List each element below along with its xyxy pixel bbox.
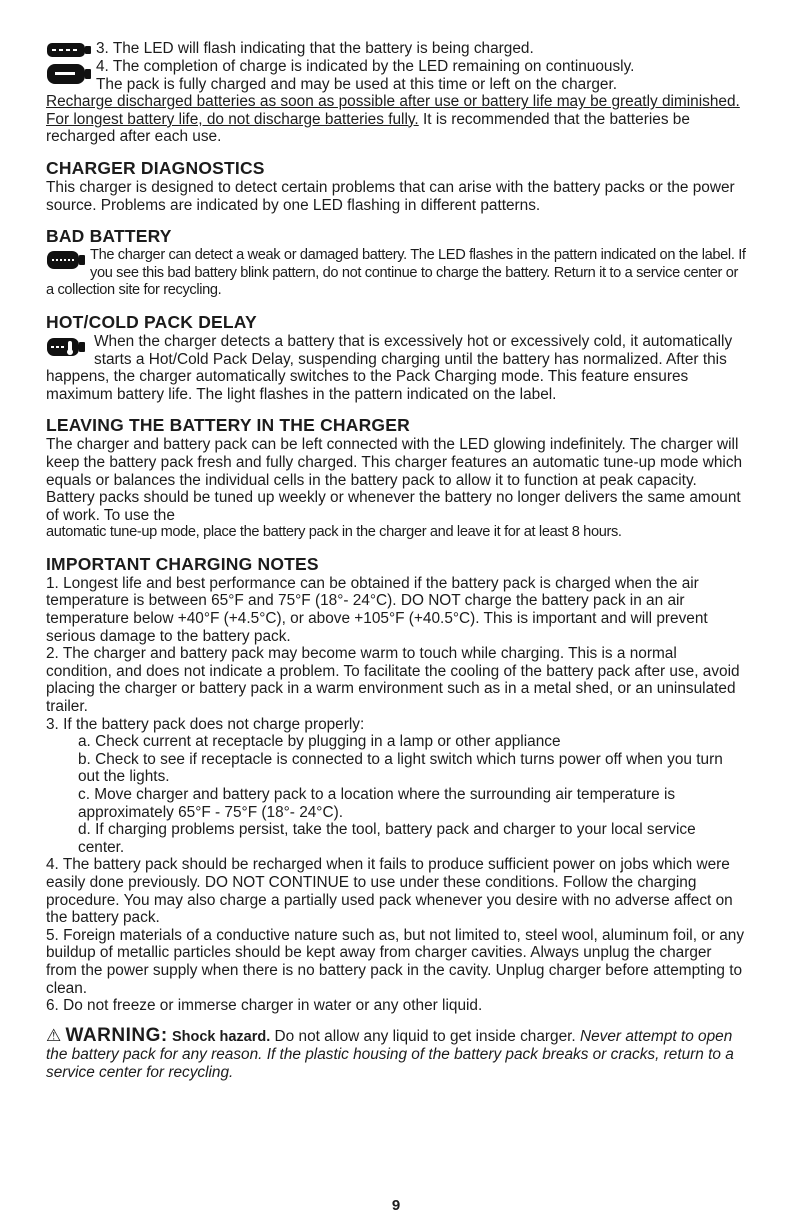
leaving-body: The charger and battery pack can be left connected with the LED glowing indefinitely. The charger will keep the battery pack fresh and fully charged. This charger features an automatic tune-up mode which equals or balances the individual cells in the battery pack to allow it to function at peak capacity. Battery packs should be tuned up weekly or whenever the battery no longer delivers the same amount of work. To use the [46,436,743,524]
important-heading: IMPORTANT CHARGING NOTES [46,553,319,574]
warning-subtitle: Shock hazard. [171,1028,271,1045]
warning-triangle-icon: ⚠ [46,1025,62,1045]
note-6: 6. Do not freeze or immerse charger in water or any other liquid. [46,997,483,1015]
warning-text: Do not allow any liquid to get inside charger. [270,1027,580,1045]
bad-battery-led-icon [46,249,86,271]
led-solid-icon [46,60,92,88]
step-4-text: 4. The completion of charge is indicated by the LED remaining on continuously. [96,58,635,75]
note-3d: d. If charging problems persist, take the tool, battery pack and charger to your local service center. [78,821,696,856]
bad-battery-heading: BAD BATTERY [46,226,172,247]
bad-battery-body: The charger can detect a weak or damaged battery. The LED flashes in the pattern indicated on the label. If you see this bad battery blink pattern, do not continue to charge the battery. Return it to a service center or a collection site for recycling. [46,247,746,299]
note-3a: a. Check current at receptacle by plugging in a lamp or other appliance [78,733,561,751]
manual-page [46,40,746,1082]
warning-italic: Never attempt to open the battery pack for any reason. If the plastic housing of the battery pack breaks or cracks, return to a service center for recycling. [46,1027,734,1081]
hot-cold-section [46,333,746,403]
note-3c: c. Move charger and battery pack to a location where the surrounding air temperature is approximately 65°F - 75°F (18°- 24°C). [78,786,676,821]
recharge-paragraph [46,93,746,146]
charger-diagnostics-body: This charger is designed to detect certain problems that can arise with the battery packs or the power source. Problems are indicated by one LED flashing in different patterns. [46,178,735,214]
leaving-heading: LEAVING THE BATTERY IN THE CHARGER [46,415,410,436]
note-3b: b. Check to see if receptacle is connected to a light switch which turns power off when you turn out the lights. [78,750,723,786]
step-3-text: 3. The LED will flash indicating that the battery is being charged. [96,40,534,57]
note-1: 1. Longest life and best performance can be obtained if the battery pack is charged when the air temperature is between 65°F and 75°F (18°- 24°C). DO NOT charge the battery pack in an air temperature below +40°F (+4.5°C), or above +105°F (+40.5°C). This is important and will prevent serious damage to the battery pack. [46,574,708,645]
note-2: 2. The charger and battery pack may become warm to touch while charging. This is a normal condition, and does not indicate a problem. To facilitate the cooling of the battery pack after use, avoid placing the charger or battery pack in a warm environment such as in a metal shed, or an uninsulated trailer. [46,645,740,716]
note-4: 4. The battery pack should be recharged when it fails to produce sufficient power on jobs which were easily done previously. DO NOT CONTINUE to use under these conditions. Follow the charging procedure. You may also charge a partially used pack whenever you desire with no adverse affect on the battery pack. [46,856,733,927]
hot-cold-led-icon [46,335,90,359]
warning-paragraph [46,1024,746,1082]
recharge-tail: It is recommended that the batteries be recharged after each use. [46,110,690,146]
charger-diagnostics-heading: CHARGER DIAGNOSTICS [46,157,265,178]
leaving-body-tight: automatic tune-up mode, place the battery pack in the charger and leave it for at least 8 hours. [46,524,622,541]
intro-step-3 [46,40,746,58]
warning-title: WARNING: [65,1024,168,1046]
note-5: 5. Foreign materials of a conductive nature such as, but not limited to, steel wool, aluminum foil, or any buildup of metallic particles should be kept away from charger cavities. Always unplug the charger from the power supply when there is no battery pack in the cavity. Unplug charger before attempting to clean. [46,926,745,997]
hot-cold-heading: HOT/COLD PACK DELAY [46,311,257,332]
recharge-underlined: Recharge discharged batteries as soon as possible after use or battery life may be greatly diminished. For longest battery life, do not discharge batteries fully. [46,93,740,128]
page-number: 9 [391,1197,401,1214]
bad-battery-section [46,247,746,300]
hot-cold-body: When the charger detects a battery that is excessively hot or excessively cold, it automatically starts a Hot/Cold Pack Delay, suspending charging until the battery has normalized. After this happens, the charger automatically switches to the Pack Charging mode. This feature ensures maximum battery life. The light flashes in the pattern indicated on the label. [46,332,733,403]
led-flashing-icon [46,42,92,58]
intro-step-4 [46,58,746,93]
step-4-b-text: The pack is fully charged and may be used at this time or left on the charger. [96,75,617,93]
note-3: 3. If the battery pack does not charge properly: [46,715,365,733]
